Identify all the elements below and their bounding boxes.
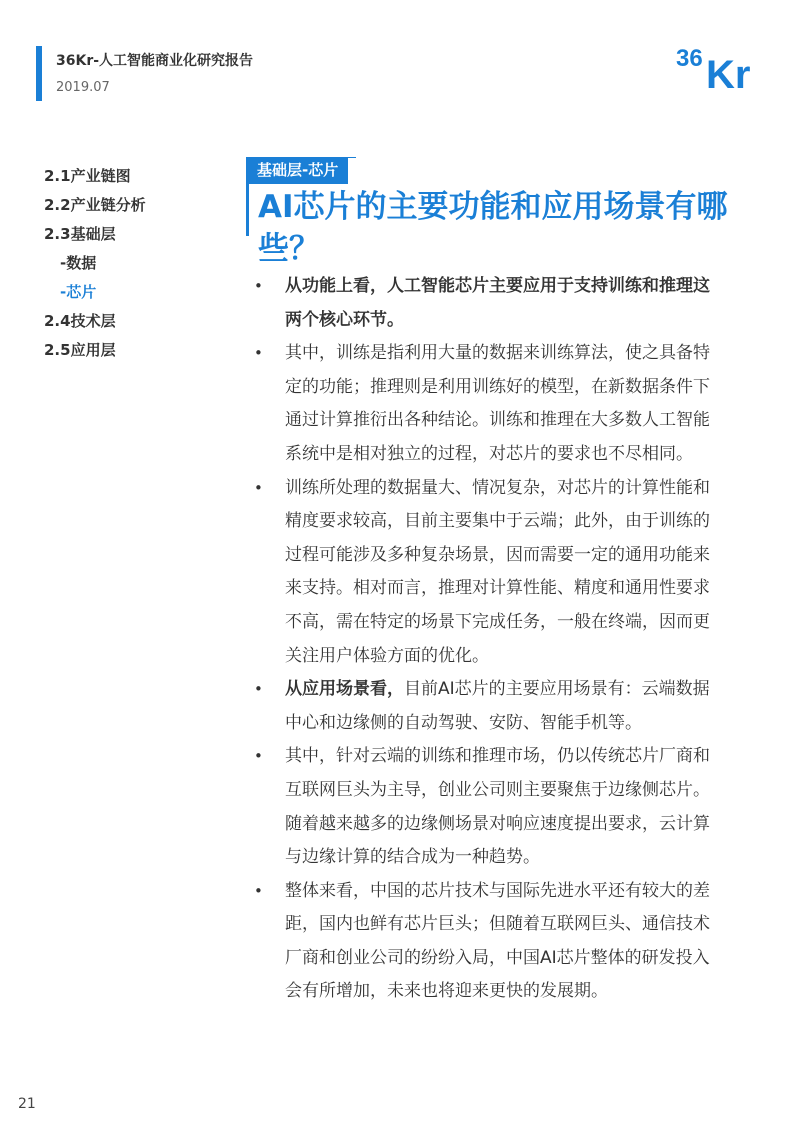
bullet-icon: • [254, 881, 263, 900]
toc-item[interactable]: 2.3基础层 [44, 225, 116, 243]
bullet-bold-text: 从应用场景看， [285, 679, 404, 700]
bullet-item [252, 875, 722, 1009]
page-number: 21 [18, 1096, 36, 1112]
bullet-item [252, 472, 722, 674]
toc-subitem[interactable]: -数据 [60, 254, 97, 272]
bullet-text: 其中，针对云端的训练和推理市场，仍以传统芯片厂商和互联网巨头为主导，创业公司则主要聚焦于边缘侧芯片。随着越来越多的边缘侧场景对响应速度提出要求，云计算与边缘计算的结合成为一种趋势。 [285, 746, 710, 868]
bullet-item [252, 740, 722, 874]
section-tag: 基础层-芯片 [249, 157, 348, 184]
bullet-bold-text: 从功能上看，人工智能芯片主要应用于支持训练和推理这两个核心环节。 [285, 276, 710, 330]
bullet-text: 整体来看，中国的芯片技术与国际先进水平还有较大的差距，国内也鲜有芯片巨头；但随着互联网巨头、通信技术厂商和创业公司的纷纷入局，中国AI芯片整体的研发投入会有所增加，未来也将迎来更快的发展期。 [285, 880, 710, 1002]
logo-text-36: 36 [676, 45, 703, 72]
page-title: AI芯片的主要功能和应用场景有哪些？ [258, 189, 728, 267]
toc-subitem-active[interactable]: -芯片 [60, 283, 97, 301]
header-accent-bar [36, 46, 42, 101]
bullet-text: 其中，训练是指利用大量的数据来训练算法，使之具备特定的功能；推理则是利用训练好的模型，在新数据条件下通过计算推衍出各种结论。训练和推理在大多数人工智能系统中是相对独立的过程，对芯片的要求也不尽相同。 [285, 343, 710, 464]
toc-item[interactable]: 2.5应用层 [44, 341, 116, 359]
bullet-text: 目前AI芯片的主要应用场景有：云端数据中心和边缘侧的自动驾驶、安防、智能手机等。 [285, 679, 710, 733]
bullet-text: 训练所处理的数据量大、情况复杂，对芯片的计算性能和精度要求较高，目前主要集中于云端；此外，由于训练的过程可能涉及多种复杂场景，因而需要一定的通用功能来来支持。相对而言，推理对计算性能、精度和通用性要求不高，需在特定的场景下完成任务，一般在终端，因而更关注用户体验方面的优化。 [285, 477, 710, 666]
logo-36kr [676, 40, 768, 94]
toc-item[interactable]: 2.1产业链图 [44, 167, 131, 185]
bullet-item [252, 337, 722, 471]
bullet-item [252, 270, 722, 337]
toc-item[interactable]: 2.2产业链分析 [44, 196, 146, 214]
content-list [252, 270, 722, 1009]
bullet-item [252, 673, 722, 740]
bullet-icon: • [254, 680, 263, 699]
bullet-icon: • [254, 277, 263, 295]
table-of-contents [44, 162, 224, 365]
toc-item[interactable]: 2.4技术层 [44, 312, 116, 330]
report-date: 2019.07 [56, 80, 110, 95]
report-title: 36Kr-人工智能商业化研究报告 [56, 53, 254, 69]
bullet-icon: • [254, 747, 263, 766]
bullet-icon: • [254, 478, 263, 497]
logo-text-kr: Kr [706, 53, 751, 94]
bullet-icon: • [254, 344, 263, 363]
